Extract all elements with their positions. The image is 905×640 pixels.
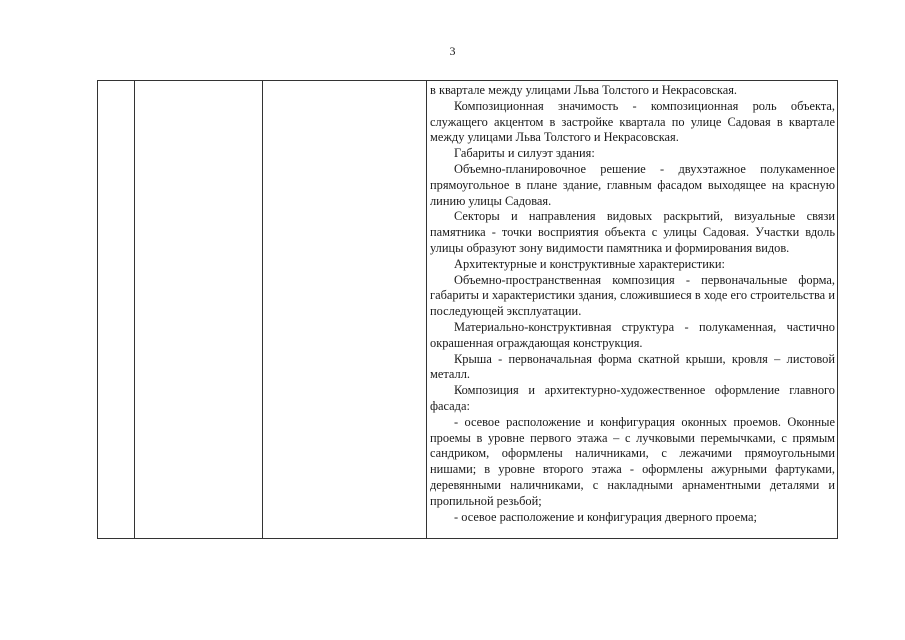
table-cell-description: [430, 83, 835, 525]
paragraph: Секторы и направления видовых раскрытий, визуальные связи памятника - точки восприятия объекта с улицы Садовая. Участки вдоль улицы образуют зону видимости памятника и формирования видов.: [430, 209, 835, 255]
paragraph: Объемно-пространственная композиция - первоначальные форма, габариты и характеристики здания, сложившиеся в ходе его строительства и последующей эксплуатации.: [430, 272, 835, 319]
paragraph: Крыша - первоначальная форма скатной крыши, кровля – листовой металл.: [430, 351, 835, 382]
paragraph: Архитектурные и конструктивные характеристики:: [454, 256, 725, 271]
page-number: 3: [449, 44, 456, 58]
paragraph: Композиционная значимость - композиционная роль объекта, служащего акцентом в застройке квартала по улице Садовая в квартале между улицами Льва Толстого и Некрасовская.: [430, 98, 835, 145]
table-column-divider: [262, 81, 263, 538]
paragraph: Объемно-планировочное решение - двухэтажное полукаменное прямоугольное в плане здание, главным фасадом выходящее на красную линию улицы Садовая.: [430, 161, 835, 208]
paragraph: - осевое расположение и конфигурация дверного проема;: [454, 509, 757, 524]
table-column-divider: [426, 81, 427, 538]
paragraph: Материально-конструктивная структура - полукаменная, частично окрашенная ограждающая конструкция.: [430, 319, 835, 350]
paragraph: Габариты и силуэт здания:: [454, 146, 595, 161]
paragraph: - осевое расположение и конфигурация оконных проемов. Оконные проемы в уровне первого этажа – с лучковыми перемычками, с прямым сандриком, оформлены наличниками, с лежачими прямоугольными нишами; в уровне второго этажа - оформлены ажурными фартуками, деревянными наличниками, с накладными арнаментными деталями и пропильной резьбой;: [430, 414, 835, 508]
paragraph: в квартале между улицами Льва Толстого и Некрасовская.: [430, 83, 737, 97]
table-column-divider: [134, 81, 135, 538]
paragraph: Композиция и архитектурно-художественное оформление главного фасада:: [430, 383, 835, 413]
